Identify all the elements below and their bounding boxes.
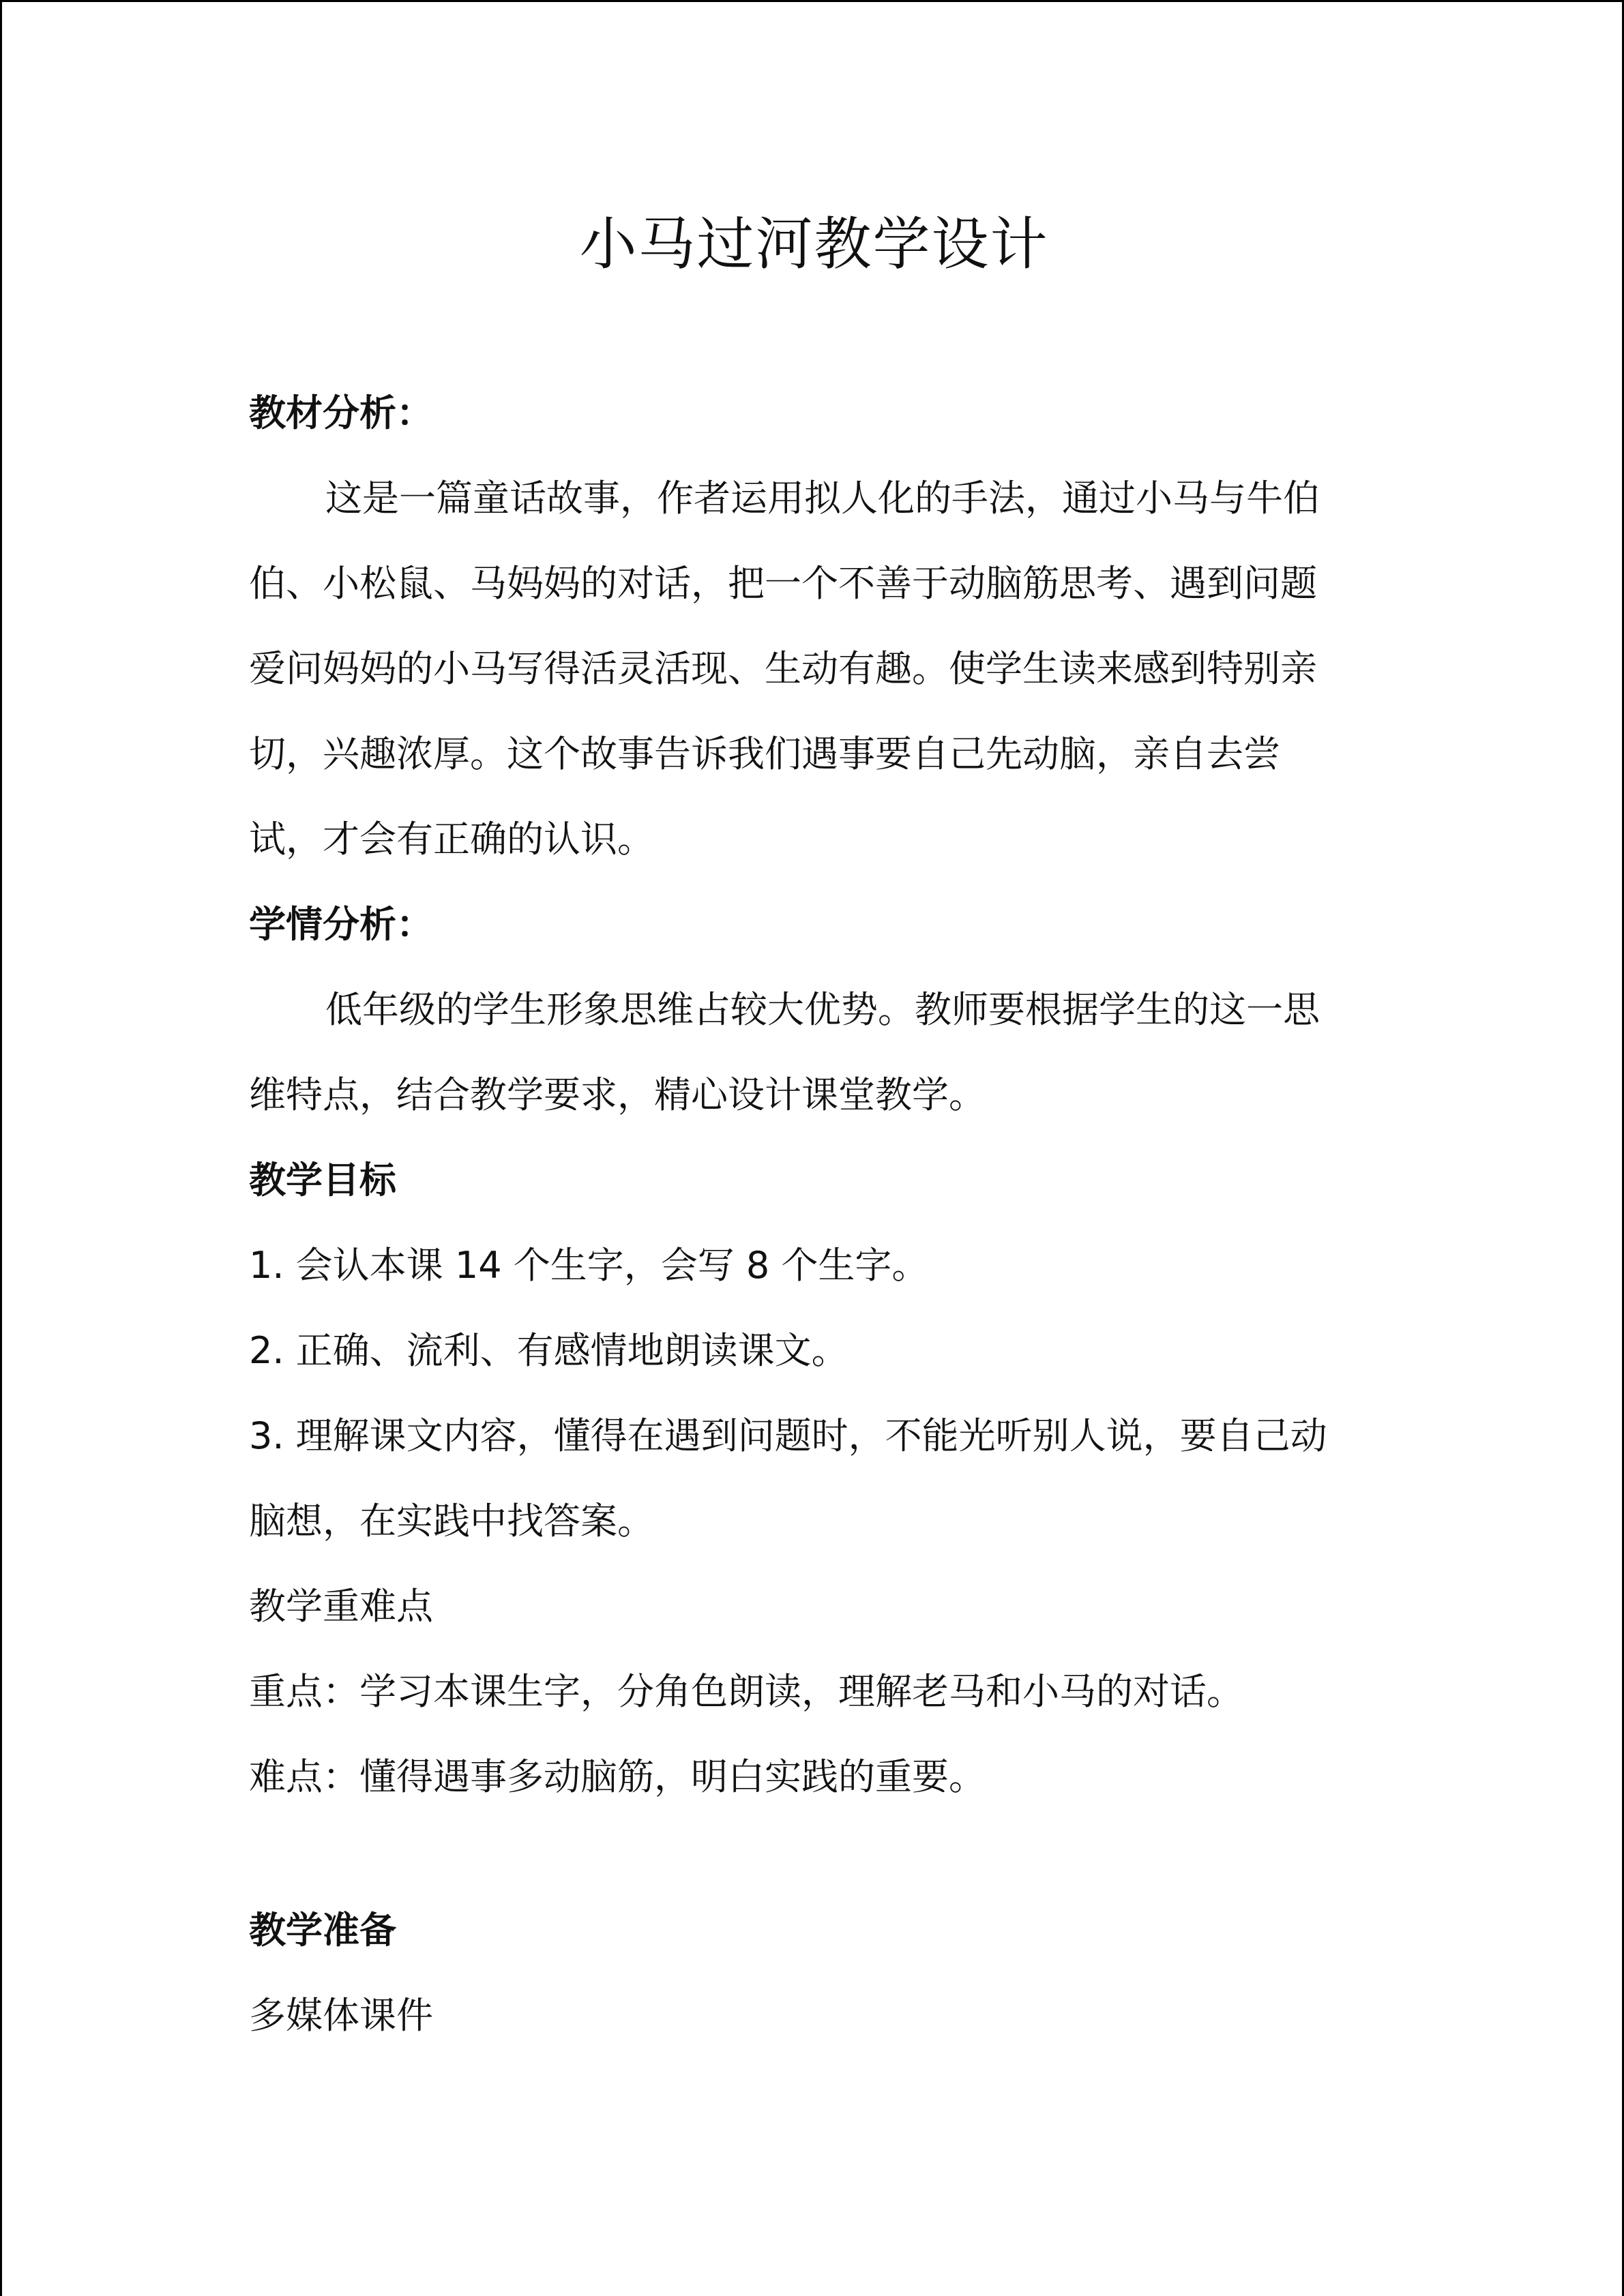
list-item: 3. 理解课文内容，懂得在遇到问题时，不能光听别人说，要自己动	[249, 1414, 1327, 1457]
section-heading-material-analysis: 教材分析：	[249, 391, 433, 434]
paragraph-line: 伯、小松鼠、马妈妈的对话，把一个不善于动脑筋思考、遇到问题	[249, 562, 1317, 605]
list-item: 1. 会认本课 14 个生字，会写 8 个生字。	[249, 1244, 929, 1287]
paragraph-line: 切，兴趣浓厚。这个故事告诉我们遇事要自己先动脑，亲自去尝	[249, 732, 1280, 775]
paragraph-line: 低年级的学生形象思维占较大优势。教师要根据学生的这一思	[325, 988, 1320, 1031]
document-body	[249, 370, 1381, 2058]
key-point-line: 重点：学习本课生字，分角色朗读，理解老马和小马的对话。	[249, 1670, 1243, 1713]
list-item: 2. 正确、流利、有感情地朗读课文。	[249, 1329, 848, 1372]
section-heading-student-analysis: 学情分析：	[249, 903, 433, 946]
blank-spacer	[249, 1819, 1381, 1888]
section-heading-key-points: 教学重难点	[249, 1585, 433, 1628]
paragraph-line: 试，才会有正确的认识。	[249, 818, 654, 861]
paragraph-line: 维特点，结合教学要求，精心设计课堂教学。	[249, 1073, 986, 1116]
paragraph-line: 这是一篇童话故事，作者运用拟人化的手法，通过小马与牛伯	[325, 477, 1320, 520]
paragraph-line: 多媒体课件	[249, 1994, 433, 2037]
section-heading-objectives: 教学目标	[249, 1159, 396, 1202]
paragraph-line: 爱问妈妈的小马写得活灵活现、生动有趣。使学生读来感到特别亲	[249, 647, 1317, 690]
section-heading-preparation: 教学准备	[249, 1909, 396, 1952]
document-title: 小马过河教学设计	[579, 211, 1049, 278]
difficult-point-line: 难点：懂得遇事多动脑筋，明白实践的重要。	[249, 1755, 986, 1798]
list-item-continuation: 脑想，在实践中找答案。	[249, 1500, 654, 1542]
